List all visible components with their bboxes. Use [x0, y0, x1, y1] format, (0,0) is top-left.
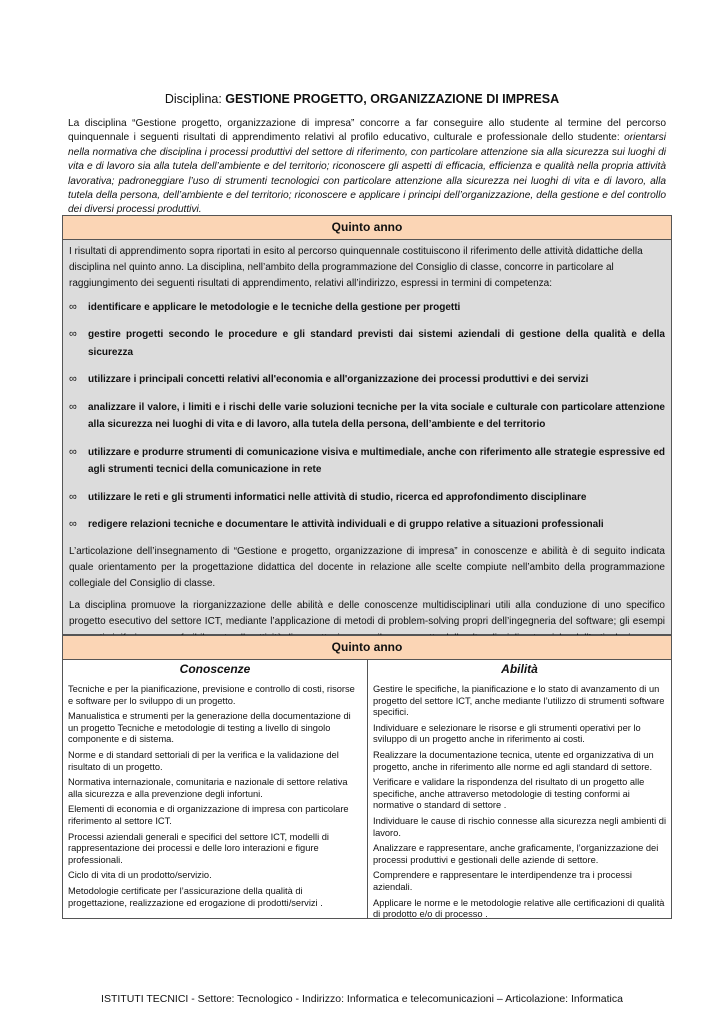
- conoscenza-item: Elementi di economia e di organizzazione di impresa con particolare riferimento al settore ICT.: [68, 804, 349, 826]
- competence-text: analizzare il valore, i limiti e i rischi delle varie soluzioni tecniche per la vita sociale e culturale con particolare attenzione alla sicurezza nei luoghi di vita e di lavoro, alla tutela della persona, dell’ambiente e del territorio: [88, 401, 665, 431]
- articolazione-paragraph: L’articolazione dell’insegnamento di “Gestione e progetto, organizzazione di impresa” in conoscenze e abilità è di seguito indicata quale orientamento per la progettazione didattica del docente in relazione alle scelte compiute nell’ambito della programmazione collegiale del Consiglio di classe.: [69, 545, 665, 590]
- section1-heading: Quinto anno: [63, 216, 671, 240]
- intro-plain: La disciplina “Gestione progetto, organizzazione di impresa” concorre a far conseguire allo studente al termine del percorso quinquennale i seguenti risultati di apprendimento relativi al profilo educativo, culturale e professionale dello studente:: [68, 118, 666, 144]
- competence-text: utilizzare e produrre strumenti di comunicazione visiva e multimediale, anche con riferimento alle strategie espressive ed agli strumenti tecnici della comunicazione in rete: [88, 446, 665, 476]
- conoscenze-heading: Conoscenze: [179, 662, 251, 676]
- competences-box: [62, 215, 672, 635]
- section2-heading: Quinto anno: [63, 636, 671, 660]
- abilita-item: Applicare le norme e le metodologie relative alle certificazioni di qualità di prodotto e/o di processo .: [373, 897, 665, 920]
- infinity-bullet-icon: ∞: [69, 373, 77, 386]
- infinity-bullet-icon: ∞: [69, 490, 77, 503]
- competence-item: [69, 326, 665, 361]
- infinity-bullet-icon: ∞: [69, 445, 77, 458]
- abilita-item: Realizzare la documentazione tecnica, utente ed organizzativa di un progetto, anche in riferimento alle norme ed agli standard di settore.: [373, 749, 654, 772]
- page-footer: ISTITUTI TECNICI - Settore: Tecnologico - Indirizzo: Informatica e telecomunicazioni – Articolazione: Informatica: [101, 993, 623, 1005]
- abilita-item: Verificare e validare la rispondenza del risultato di un progetto alle specifiche, anche attraverso metodologie di testing conformi ai normative o standard di settore .: [373, 777, 645, 811]
- competence-text: redigere relazioni tecniche e documentare le attività individuali e di gruppo relative a situazioni professionali: [88, 519, 604, 531]
- abilita-item: Comprendere e rappresentare le interdipendenze tra i processi aziendali.: [373, 870, 632, 892]
- competence-text: gestire progetti secondo le procedure e gli standard previsti dai sistemi aziendali di gestione della qualità e della sicurezza: [88, 329, 665, 358]
- conoscenza-item: Tecniche e per la pianificazione, previsione e controllo di costi, risorse e software per lo sviluppo di un progetto.: [68, 684, 355, 706]
- knowledge-skills-table: [62, 635, 672, 919]
- conoscenza-item: Norme e di standard settoriali di per la verifica e la validazione del risultato di un progetto.: [68, 749, 339, 772]
- intro-paragraph: [68, 117, 666, 218]
- page-title: [0, 92, 724, 106]
- section1-lead: I risultati di apprendimento sopra riportati in esito al percorso quinquennale costituiscono il riferimento delle attività didattiche della disciplina nel quinto anno. La disciplina, nell’ambito della programmazione del Consiglio di classe, concorre in particolare al raggiungimento dei seguenti risultati di apprendimento, relativi all’indirizzo, espressi in termini di competenza:: [69, 246, 643, 290]
- competence-item: [69, 371, 665, 389]
- competence-item: [69, 399, 665, 434]
- conoscenza-item: Manualistica e strumenti per la generazione della documentazione di un progetto Tecniche e metodologie di testing a livello di singolo componente e di sistema.: [68, 711, 351, 745]
- infinity-bullet-icon: ∞: [69, 518, 77, 531]
- competence-text: utilizzare le reti e gli strumenti informatici nelle attività di studio, ricerca ed approfondimento disciplinare: [88, 491, 587, 503]
- competence-text: utilizzare i principali concetti relativi all'economia e all'organizzazione dei processi produttivi e dei servizi: [88, 374, 589, 386]
- conoscenza-item: Normativa internazionale, comunitaria e nazionale di settore relativa alla sicurezza e alla prevenzione degli infortuni.: [68, 777, 348, 799]
- infinity-bullet-icon: ∞: [69, 400, 77, 413]
- competence-list: [69, 299, 665, 534]
- intro-italic: orientarsi nella normativa che disciplina i processi produttivi del settore di riferimento, con particolare attenzione sia alla sicurezza sui luoghi di vita e di lavoro sia alla tutela dell’ambiente e del territorio; riconoscere gli aspetti di efficacia, efficienza e qualità nella propria attività lavorativa; padroneggiare l’uso di strumenti tecnologici con particolare attenzione alla sicurezza nei luoghi di vita e di lavoro, alla tutela della persona, dell’ambiente e del territorio; riconoscere e applicare i principi dell’organizzazione, della gestione e del controllo dei diversi processi produttivi.: [68, 132, 666, 216]
- competence-item: [69, 299, 665, 317]
- conoscenza-item: Metodologie certificate per l’assicurazione della qualità di progettazione, realizzazione ed erogazione di prodotti/servizi .: [68, 885, 323, 908]
- abilita-item: Gestire le specifiche, la pianificazione e lo stato di avanzamento di un progetto del settore ICT, anche mediante l’utilizzo di strumenti software specifici.: [373, 684, 665, 718]
- conoscenza-item: Ciclo di vita di un prodotto/servizio.: [68, 870, 212, 881]
- title-discipline: GESTIONE PROGETTO, ORGANIZZAZIONE DI IMPRESA: [225, 92, 560, 106]
- infinity-bullet-icon: ∞: [69, 328, 77, 341]
- abilita-item: Individuare le cause di rischio connesse alla sicurezza negli ambienti di lavoro.: [373, 815, 667, 838]
- title-prefix: Disciplina:: [164, 92, 226, 106]
- conoscenze-column: [63, 660, 367, 918]
- competence-item: [69, 516, 665, 534]
- conoscenza-item: Processi aziendali generali e specifici del settore ICT, modelli di rappresentazione dei processi e delle loro interazioni e figure professionali.: [68, 831, 329, 865]
- competence-text: identificare e applicare le metodologie e le tecniche della gestione per progetti: [88, 301, 461, 313]
- abilita-item: Analizzare e rappresentare, anche graficamente, l’organizzazione dei processi produttivi e gestionali delle aziende di settore.: [373, 843, 659, 865]
- abilita-column: [367, 660, 671, 918]
- competence-item: [69, 489, 665, 507]
- infinity-bullet-icon: ∞: [69, 300, 77, 313]
- riorganizzazione-paragraph: La disciplina promuove la riorganizzazione delle abilità e delle conoscenze multidisciplinari utili alla conduzione di uno specifico progetto esecutivo del settore ICT, mediante l’applicazione di metodi di problem-solving propri dell’ingegneria del software; gli esempi: [69, 600, 665, 628]
- competence-item: [69, 444, 665, 479]
- abilita-heading: Abilità: [501, 662, 538, 676]
- abilita-item: Individuare e selezionare le risorse e gli strumenti operativi per lo sviluppo di un progetto anche in riferimento ai costi.: [373, 722, 641, 745]
